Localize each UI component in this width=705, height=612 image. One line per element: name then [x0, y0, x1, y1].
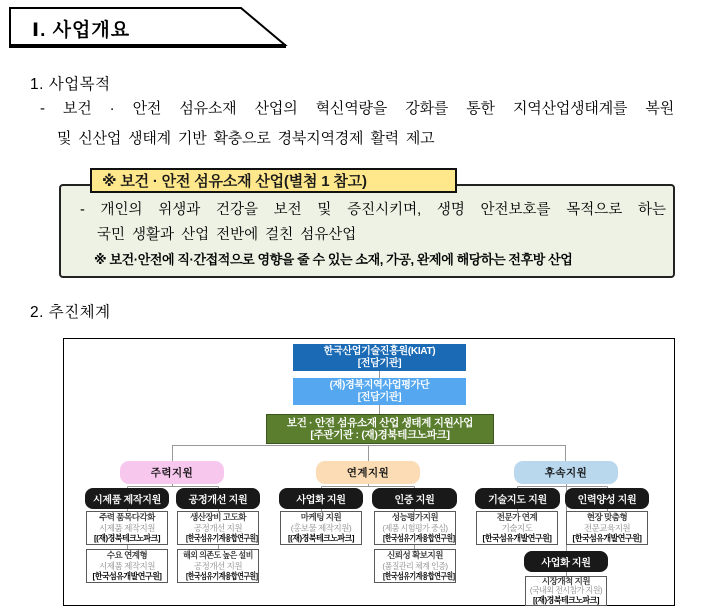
- detail-title: 시장개척 지원: [541, 575, 591, 586]
- banner-title: Ⅰ. 사업개요: [32, 20, 131, 41]
- detail-box: [374, 549, 456, 583]
- detail-org: [(재)경북테크노파크]: [287, 533, 355, 544]
- org-node-evaluation-role: [전담기관]: [357, 391, 402, 403]
- detail-sub: (품질관리 체계 인증): [382, 560, 448, 571]
- detail-title: 신뢰성 확보지원: [387, 550, 443, 561]
- detail-sub: (국내외 전시참가 지원): [529, 585, 603, 596]
- detail-title: 주력 품목다각화: [99, 512, 155, 523]
- detail-org: [(재)경북테크노파크]: [93, 533, 161, 544]
- detail-sub: (홍보물 제작지원): [290, 522, 352, 533]
- detail-title: 성능평가지원: [391, 512, 439, 523]
- definition-box: [59, 173, 675, 278]
- detail-sub: 전문교육지원: [583, 522, 631, 533]
- detail-sub: 시제품 제작지원: [99, 560, 155, 571]
- org-node-program-name: 보건 · 안전 섬유소재 산업 생태계 지원사업: [286, 417, 474, 429]
- purpose-paragraph-line1: - 보건 · 안전 섬유소재 산업의 혁신역량을 강화를 통한 지역산업생태계를 복원: [40, 100, 674, 117]
- header-commercialization: 사업화 지원: [279, 488, 363, 509]
- detail-box: [476, 511, 558, 545]
- header-prototype-support: 시제품 제작지원: [85, 488, 169, 509]
- detail-sub: 공정개선 지원: [193, 560, 243, 571]
- header-process-improvement: 공정개선 지원: [176, 488, 260, 509]
- detail-org: [한국섬유기계융합연구원]: [186, 533, 258, 544]
- org-node-kiat-role: [전담기관]: [357, 357, 402, 369]
- org-node-evaluation-name: (재)경북지역사업평가단: [329, 379, 430, 391]
- detail-sub: 시제품 제작지원: [99, 522, 155, 533]
- detail-org: [한국섬유개발연구원]: [572, 533, 642, 544]
- org-node-kiat: [293, 344, 466, 371]
- implementation-org-chart: [63, 338, 675, 606]
- detail-box: [177, 549, 259, 583]
- detail-org: [한국섬유기계융합연구원]: [186, 571, 258, 582]
- detail-title: 생산장비 고도화: [190, 512, 246, 523]
- header-tech-guidance: 기술지도 지원: [475, 488, 560, 509]
- detail-box: [566, 511, 648, 545]
- detail-sub: 공정개선 지원: [193, 522, 243, 533]
- detail-title: 해외 의존도 높은 설비: [183, 550, 253, 561]
- detail-box: [86, 549, 168, 583]
- detail-org: [한국섬유개발연구원]: [92, 571, 162, 582]
- definition-line1: - 개인의 위생과 건강을 보전 및 증진시키며, 생명 안전보호를 목적으로 하는: [80, 202, 666, 218]
- section1-heading: 1. 사업목적: [30, 76, 111, 93]
- detail-org: [한국섬유개발연구원]: [482, 533, 552, 544]
- section2-heading: 2. 추진체계: [30, 304, 111, 321]
- header-commercialization-followup: 사업화 지원: [524, 551, 608, 572]
- detail-box: [525, 576, 607, 606]
- detail-org: [한국섬유기계융합연구원]: [383, 571, 455, 582]
- detail-sub: 기술지도: [501, 522, 533, 533]
- detail-sub: (제품 시험평가 중심): [382, 522, 448, 533]
- detail-box: [374, 511, 456, 545]
- detail-box: [86, 511, 168, 545]
- section-banner: [8, 6, 290, 50]
- detail-box: [280, 511, 362, 545]
- category-main-support: 주력지원: [120, 461, 224, 484]
- definition-line2: 국민 생활과 산업 전반에 걸친 섬유산업: [97, 227, 357, 243]
- org-node-main-program: [266, 414, 494, 444]
- purpose-paragraph-line2: 및 신산업 생태계 기반 확충으로 경북지역경제 활력 제고: [57, 130, 435, 147]
- detail-title: 수요 연계형: [106, 550, 148, 561]
- header-certification: 인증 지원: [372, 488, 457, 509]
- category-linked-support: 연계지원: [316, 461, 420, 484]
- definition-note: ※ 보건·안전에 직·간접적으로 영향을 줄 수 있는 소재, 가공, 완제에 해당하는 전후방 산업: [94, 252, 573, 267]
- detail-box: [177, 511, 259, 545]
- detail-title: 마케팅 지원: [300, 512, 342, 523]
- org-node-program-host: [주관기관 : (재)경북테크노파크]: [310, 429, 450, 441]
- definition-box-title: ※ 보건 · 안전 섬유소재 산업(별첨 1 참고): [90, 168, 457, 193]
- header-workforce-training: 인력양성 지원: [565, 488, 649, 509]
- detail-org: [한국섬유기계융합연구원]: [383, 533, 455, 544]
- detail-title: 전문가 연계: [496, 512, 538, 523]
- category-followup-support: 후속지원: [514, 461, 618, 484]
- org-node-kiat-name: 한국산업기술진흥원(KIAT): [323, 345, 436, 357]
- detail-org: [(재)경북테크노파크]: [532, 594, 600, 605]
- detail-title: 현장 맞춤형: [586, 512, 628, 523]
- org-node-evaluation-group: [293, 378, 466, 405]
